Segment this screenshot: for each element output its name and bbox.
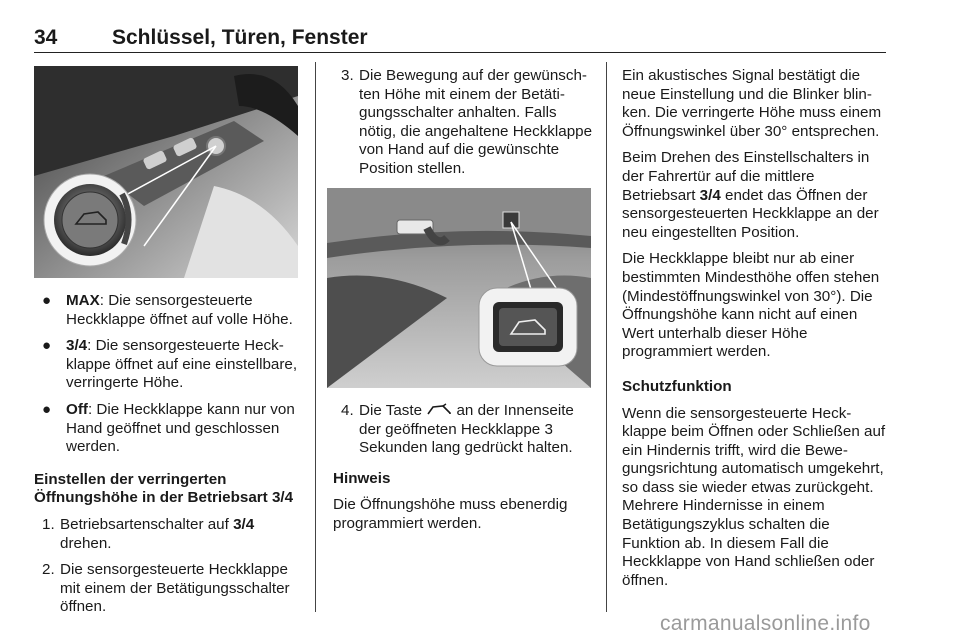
door-switch-photo xyxy=(34,66,298,278)
paragraph: Die Heckklappe bleibt nur ab einer bestimmten Mindesthöhe offen stehen (Mindestöffnungswinkel von 30°). Die Öffnungshöhe kann nicht auf einen Wert unterhalb dieser Höhe programmiert werden. xyxy=(622,250,880,361)
step-item xyxy=(333,402,595,458)
step-text: Die sensorgesteuerte Heckklappe mit einem der Betätigungsschalter öffnen. xyxy=(60,561,290,616)
list-item xyxy=(34,337,300,393)
list-item-text: : Die Heckklappe kann nur von Hand geöffnet und geschlossen werden. xyxy=(66,400,295,456)
step-item xyxy=(34,561,300,617)
step-text: Die Taste xyxy=(359,402,427,419)
step-number: 3. xyxy=(341,67,354,84)
bullet-dot: ● xyxy=(42,337,52,355)
step-item xyxy=(34,516,300,553)
paragraph: Wenn die sensorgesteuerte Heckklappe beim Öffnen oder Schließen auf ein Hindernis trifft, wird die Bewegungsrichtung automatisch umgekehrt, so dass sie wieder etwas zurückgeht. Mehrere Hindernisse in einem Betätigungszyklus schalten die Funktion ab. In diesem Fall die Heckklappe von Hand schließen oder öffnen. xyxy=(622,404,886,589)
mode-key: Off xyxy=(66,400,88,418)
page-header xyxy=(34,26,886,52)
watermark: carmanualsonline.info xyxy=(660,612,871,635)
paragraph: Beim Drehen des Einstellschalters in der Fahrertür auf die mittlere Betriebsart 3/4 endet das Öffnen der sensorgesteuerten Heckklappe an der neu eingestellten Position. xyxy=(622,149,879,241)
step-number: 4. xyxy=(341,402,354,419)
bullet-dot: ● xyxy=(42,400,52,418)
column-divider-1 xyxy=(315,62,316,612)
step-text: Betriebsartenschalter auf xyxy=(60,515,234,533)
subheading: Einstellen der verringerten Öffnungshöhe in der Betriebsart 3/4 xyxy=(34,470,294,507)
column-divider-2 xyxy=(606,62,607,612)
note-heading: Hinweis xyxy=(333,469,391,487)
page-number: 34 xyxy=(34,26,58,49)
column-2-top xyxy=(333,67,595,187)
step-number: 1. xyxy=(42,515,55,533)
mode-key: 3/4 xyxy=(233,515,255,533)
tailgate-icon xyxy=(426,403,452,417)
column-2-bottom xyxy=(333,402,595,542)
note-text: Die Öffnungshöhe muss ebenerdig programmiert werden. xyxy=(333,496,568,532)
mode-key: 3/4 xyxy=(699,186,721,204)
list-item-text: : Die sensorgesteuerte Heckklappe öffnet auf eine einstellbare, verringerte Höhe. xyxy=(66,337,298,392)
chapter-title: Schlüssel, Türen, Fenster xyxy=(112,26,368,49)
step-text-tail: drehen. xyxy=(60,534,112,552)
header-rule xyxy=(34,52,886,53)
list-item xyxy=(34,292,300,329)
section-heading: Schutzfunktion xyxy=(622,377,732,395)
column-1 xyxy=(34,292,300,625)
mode-key: MAX xyxy=(66,292,100,309)
step-number: 2. xyxy=(42,561,55,579)
step-item xyxy=(333,67,595,179)
paragraph: Ein akustisches Signal bestätigt die neue Einstellung und die Blinker blinken. Die verringerte Höhe muss einem Öffnungswinkel über 30° entsprechen. xyxy=(622,67,882,140)
mode-key: 3/4 xyxy=(66,337,88,355)
column-3 xyxy=(622,67,888,598)
step-text: Die Bewegung auf der gewünschten Höhe mit einem der Betätigungsschalter anhalten. Falls nötig, die angehaltene Heckklappe von Hand auf die gewünschte Position stellen. xyxy=(359,67,593,177)
bullet-dot: ● xyxy=(42,292,52,309)
step-text-tail: an der Innenseite der geöffneten Heckklappe 3 Sekunden lang gedrückt halten. xyxy=(359,402,574,457)
tailgate-button-photo xyxy=(327,188,591,388)
list-item xyxy=(34,401,300,457)
list-item-text: : Die sensorgesteuerte Heckklappe öffnet auf volle Höhe. xyxy=(66,292,293,328)
